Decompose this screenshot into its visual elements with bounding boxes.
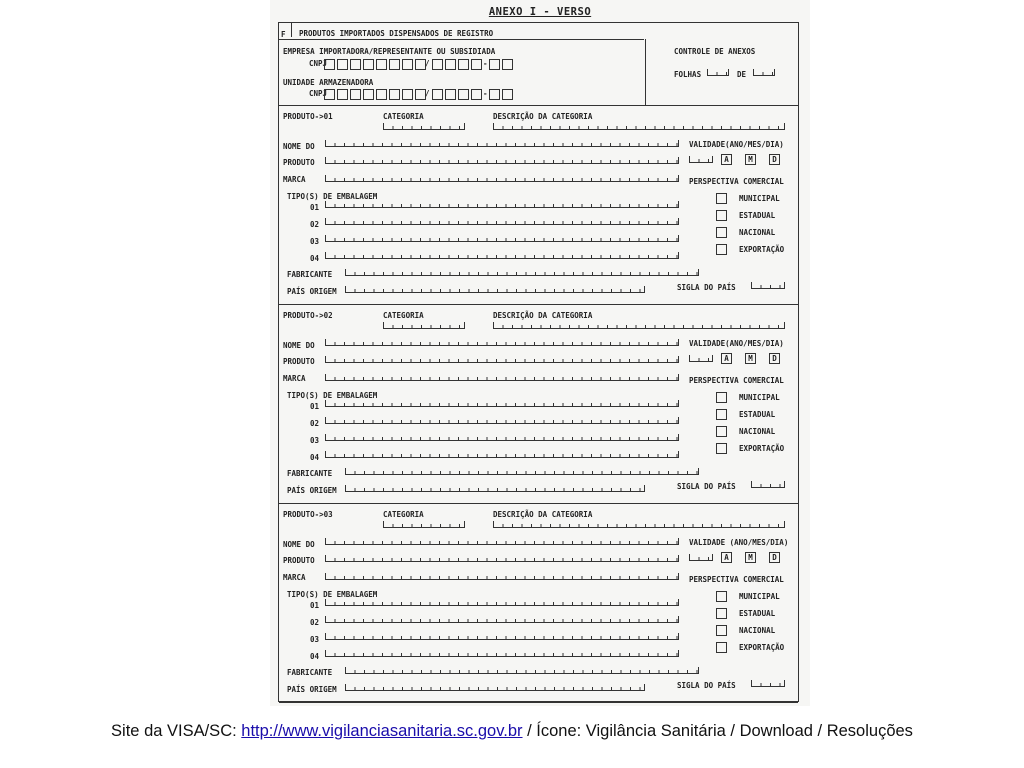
storage-cnpj-boxes-b[interactable] [432, 89, 484, 100]
validity-label: VALIDADE(ANO/MES/DIA) [689, 339, 784, 348]
packaging-row-number: 03 [310, 237, 320, 246]
sheets-field[interactable] [707, 69, 729, 76]
product-block [279, 306, 798, 503]
sheets-total-field[interactable] [753, 69, 775, 76]
validity-label: VALIDADE(ANO/MES/DIA) [689, 140, 784, 149]
category-field[interactable] [383, 123, 465, 130]
name-label: NOME DO [283, 540, 315, 549]
section-letter-divider [291, 23, 292, 37]
section-title: PRODUTOS IMPORTADOS DISPENSADOS DE REGISTRO [299, 29, 494, 38]
caption-suffix: / Ícone: Vigilância Sanitária / Download / Resoluções [522, 722, 913, 740]
product-block [279, 107, 798, 304]
product-block-rule [279, 503, 798, 504]
packaging-label: TIPO(S) DE EMBALAGEM [287, 590, 378, 599]
section-letter: F [281, 30, 286, 39]
perspective-checkbox[interactable] [716, 625, 727, 636]
attachments-label: CONTROLE DE ANEXOS [674, 47, 756, 56]
country-code-label: SIGLA DO PAÍS [677, 283, 736, 292]
product-field[interactable] [325, 356, 679, 363]
product-label: PRODUTO [283, 556, 315, 565]
perspective-option-label: NACIONAL [739, 427, 776, 436]
storage-cnpj-boxes-a[interactable] [324, 89, 428, 100]
packaging-field[interactable] [325, 252, 679, 259]
perspective-label: PERSPECTIVA COMERCIAL [689, 376, 784, 385]
perspective-checkbox[interactable] [716, 227, 727, 238]
brand-field[interactable] [325, 175, 679, 182]
perspective-option-label: MUNICIPAL [739, 592, 780, 601]
storage-cnpj-label: CNPJ [309, 89, 328, 98]
packaging-label: TIPO(S) DE EMBALAGEM [287, 391, 378, 400]
manufacturer-field[interactable] [345, 667, 699, 674]
country-code-field[interactable] [751, 282, 785, 289]
section-title-rule [279, 39, 644, 40]
packaging-row-number: 01 [310, 402, 320, 411]
perspective-option-label: EXPORTAÇÃO [739, 245, 785, 254]
header-bottom-rule [279, 105, 798, 106]
perspective-option-label: ESTADUAL [739, 609, 776, 618]
manufacturer-label: FABRICANTE [287, 469, 333, 478]
brand-field[interactable] [325, 573, 679, 580]
validity-letter-box[interactable]: A [721, 552, 732, 563]
origin-field[interactable] [345, 286, 645, 293]
packaging-row-number: 04 [310, 254, 320, 263]
perspective-checkbox[interactable] [716, 244, 727, 255]
product-header: PRODUTO->03 [283, 510, 333, 519]
packaging-field[interactable] [325, 218, 679, 225]
storage-cnpj-slash: / [425, 89, 430, 98]
validity-letter-box[interactable]: A [721, 154, 732, 165]
validity-letter-box[interactable]: M [745, 552, 756, 563]
category-field[interactable] [383, 521, 465, 528]
validity-letter-box[interactable]: D [769, 353, 780, 364]
company-cnpj-boxes-b[interactable] [432, 59, 484, 70]
packaging-field[interactable] [325, 417, 679, 424]
packaging-row-number: 03 [310, 635, 320, 644]
product-block [279, 505, 798, 702]
packaging-field[interactable] [325, 616, 679, 623]
perspective-label: PERSPECTIVA COMERCIAL [689, 177, 784, 186]
packaging-row-number: 01 [310, 601, 320, 610]
name-label: NOME DO [283, 341, 315, 350]
category-description-label: DESCRIÇÃO DA CATEGORIA [493, 510, 593, 519]
manufacturer-field[interactable] [345, 269, 699, 276]
category-label: CATEGORIA [383, 510, 424, 519]
country-code-label: SIGLA DO PAÍS [677, 681, 736, 690]
category-description-field[interactable] [493, 322, 785, 329]
name-field[interactable] [325, 140, 679, 147]
packaging-field[interactable] [325, 434, 679, 441]
origin-field[interactable] [345, 684, 645, 691]
perspective-option-label: MUNICIPAL [739, 393, 780, 402]
name-label: NOME DO [283, 142, 315, 151]
packaging-row-number: 04 [310, 652, 320, 661]
country-code-field[interactable] [751, 481, 785, 488]
product-header: PRODUTO->01 [283, 112, 333, 121]
packaging-label: TIPO(S) DE EMBALAGEM [287, 192, 378, 201]
packaging-field[interactable] [325, 633, 679, 640]
brand-field[interactable] [325, 374, 679, 381]
validity-letter-box[interactable]: D [769, 552, 780, 563]
validity-year-field[interactable] [689, 554, 713, 561]
validity-year-field[interactable] [689, 355, 713, 362]
name-field[interactable] [325, 538, 679, 545]
packaging-field[interactable] [325, 599, 679, 606]
perspective-checkbox[interactable] [716, 426, 727, 437]
validity-letter-box[interactable]: D [769, 154, 780, 165]
product-label: PRODUTO [283, 357, 315, 366]
perspective-option-label: EXPORTAÇÃO [739, 643, 785, 652]
packaging-field[interactable] [325, 650, 679, 657]
packaging-field[interactable] [325, 451, 679, 458]
company-cnpj-boxes-c[interactable] [489, 59, 515, 70]
category-label: CATEGORIA [383, 112, 424, 121]
product-label: PRODUTO [283, 158, 315, 167]
perspective-option-label: ESTADUAL [739, 410, 776, 419]
perspective-checkbox[interactable] [716, 210, 727, 221]
origin-field[interactable] [345, 485, 645, 492]
name-field[interactable] [325, 339, 679, 346]
perspective-option-label: NACIONAL [739, 626, 776, 635]
perspective-option-label: EXPORTAÇÃO [739, 444, 785, 453]
category-description-field[interactable] [493, 521, 785, 528]
brand-label: MARCA [283, 374, 306, 383]
packaging-field[interactable] [325, 201, 679, 208]
validity-letter-box[interactable]: M [745, 154, 756, 165]
perspective-checkbox[interactable] [716, 193, 727, 204]
origin-label: PAÍS ORIGEM [287, 685, 337, 694]
perspective-option-label: ESTADUAL [739, 211, 776, 220]
category-description-label: DESCRIÇÃO DA CATEGORIA [493, 311, 593, 320]
caption-link[interactable]: http://www.vigilanciasanitaria.sc.gov.br [241, 722, 523, 740]
origin-label: PAÍS ORIGEM [287, 287, 337, 296]
company-label: EMPRESA IMPORTADORA/REPRESENTANTE OU SUBSIDIADA [283, 47, 496, 56]
category-field[interactable] [383, 322, 465, 329]
perspective-option-label: MUNICIPAL [739, 194, 780, 203]
company-cnpj-dash: - [483, 59, 488, 68]
packaging-row-number: 01 [310, 203, 320, 212]
validity-year-field[interactable] [689, 156, 713, 163]
packaging-row-number: 04 [310, 453, 320, 462]
validity-letter-box[interactable]: M [745, 353, 756, 364]
manufacturer-label: FABRICANTE [287, 270, 333, 279]
product-block-rule [279, 304, 798, 305]
product-header: PRODUTO->02 [283, 311, 333, 320]
form-title: ANEXO I - VERSO [488, 6, 592, 18]
perspective-checkbox[interactable] [716, 443, 727, 454]
of-label: DE [737, 70, 747, 79]
packaging-row-number: 02 [310, 419, 320, 428]
caption-prefix: Site da VISA/SC: [111, 722, 242, 740]
perspective-checkbox[interactable] [716, 642, 727, 653]
country-code-label: SIGLA DO PAÍS [677, 482, 736, 491]
manufacturer-field[interactable] [345, 468, 699, 475]
brand-label: MARCA [283, 573, 306, 582]
perspective-checkbox[interactable] [716, 409, 727, 420]
origin-label: PAÍS ORIGEM [287, 486, 337, 495]
packaging-row-number: 02 [310, 618, 320, 627]
caption [0, 722, 1024, 741]
product-field[interactable] [325, 555, 679, 562]
product-block-rule [279, 702, 798, 703]
category-description-field[interactable] [493, 123, 785, 130]
manufacturer-label: FABRICANTE [287, 668, 333, 677]
packaging-field[interactable] [325, 235, 679, 242]
validity-letter-box[interactable]: A [721, 353, 732, 364]
category-label: CATEGORIA [383, 311, 424, 320]
company-cnpj-boxes-a[interactable] [324, 59, 428, 70]
packaging-row-number: 03 [310, 436, 320, 445]
scanned-form-image [270, 0, 810, 706]
country-code-field[interactable] [751, 680, 785, 687]
perspective-option-label: NACIONAL [739, 228, 776, 237]
perspective-checkbox[interactable] [716, 608, 727, 619]
perspective-checkbox[interactable] [716, 392, 727, 403]
storage-label: UNIDADE ARMAZENADORA [283, 78, 374, 87]
category-description-label: DESCRIÇÃO DA CATEGORIA [493, 112, 593, 121]
attachments-divider [645, 39, 646, 105]
sheets-label: FOLHAS [674, 70, 702, 79]
company-cnpj-label: CNPJ [309, 59, 328, 68]
perspective-label: PERSPECTIVA COMERCIAL [689, 575, 784, 584]
packaging-row-number: 02 [310, 220, 320, 229]
brand-label: MARCA [283, 175, 306, 184]
validity-label: VALIDADE (ANO/MES/DIA) [689, 538, 789, 547]
storage-cnpj-dash: - [483, 89, 488, 98]
storage-cnpj-boxes-c[interactable] [489, 89, 515, 100]
company-cnpj-slash: / [425, 59, 430, 68]
perspective-checkbox[interactable] [716, 591, 727, 602]
packaging-field[interactable] [325, 400, 679, 407]
product-field[interactable] [325, 157, 679, 164]
form-frame [278, 22, 799, 702]
